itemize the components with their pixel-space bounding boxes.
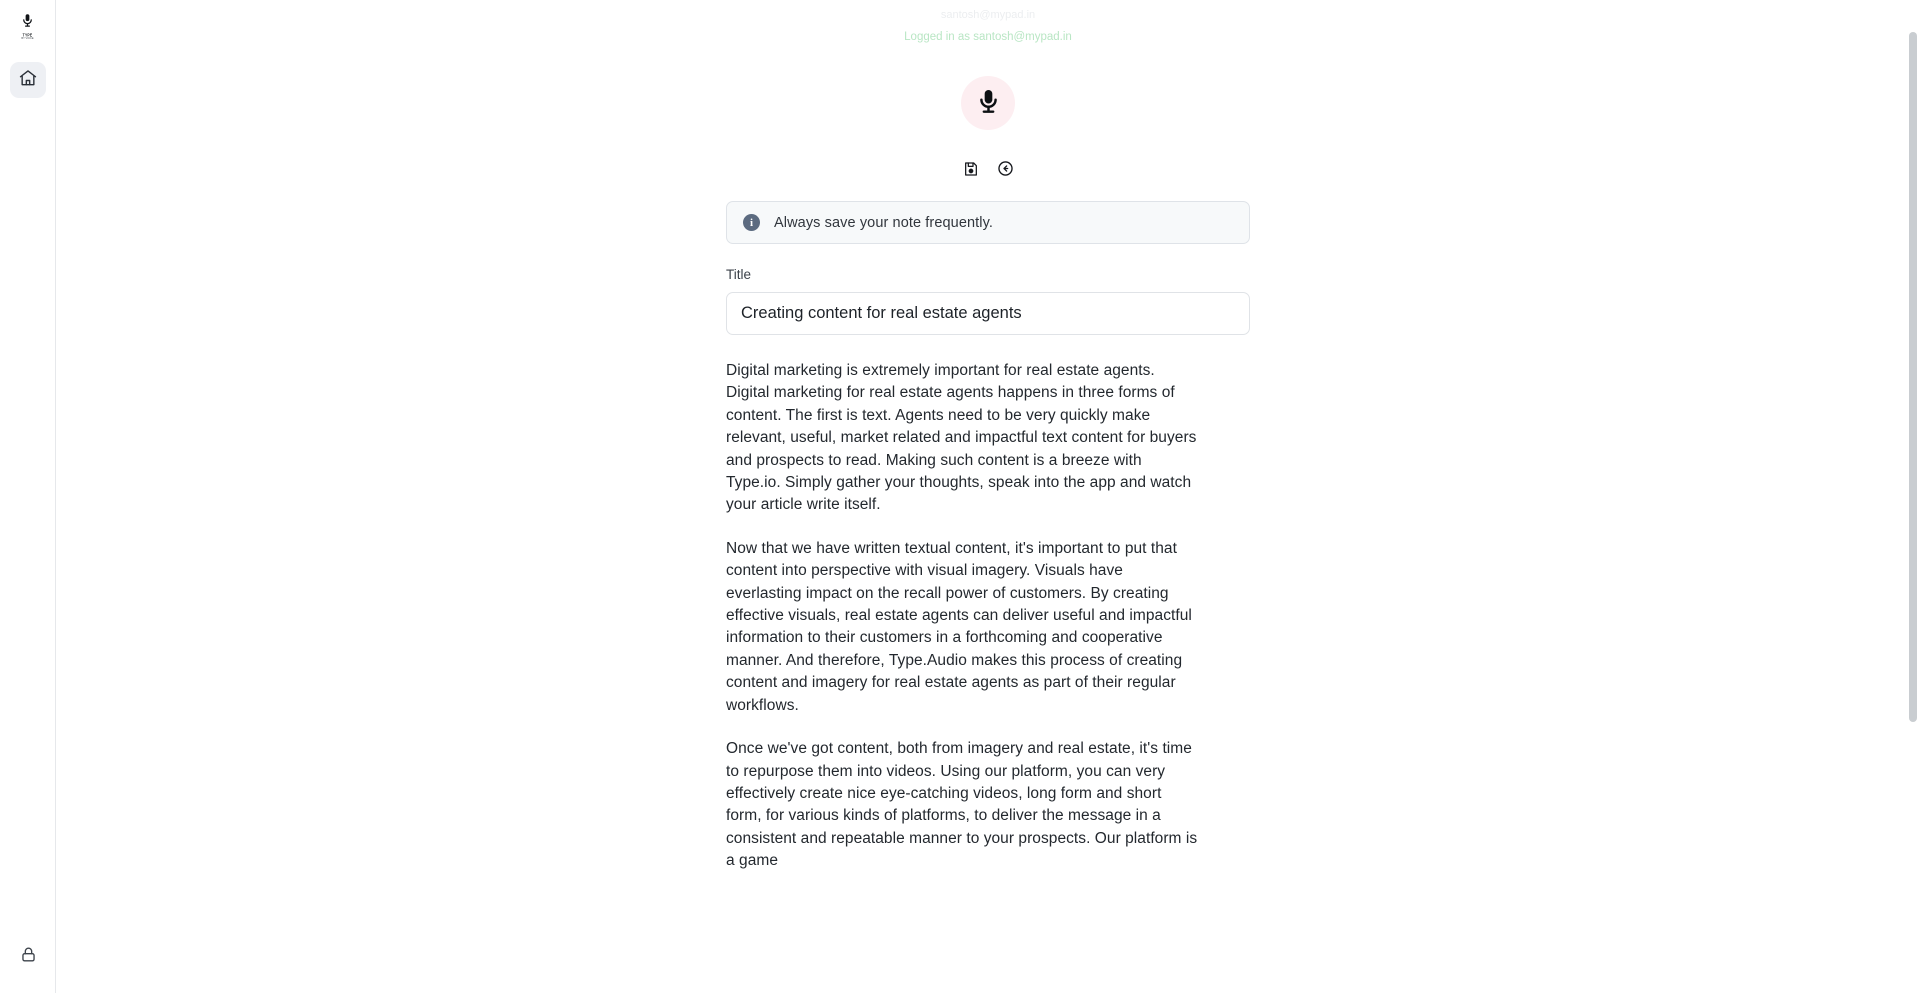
alert-message: Always save your note frequently. [774, 214, 994, 231]
record-mic-button[interactable] [961, 76, 1015, 130]
brand-logo[interactable] [10, 8, 46, 44]
arrow-left-circle-icon [997, 160, 1014, 180]
microphone-icon [20, 13, 35, 32]
note-paragraph: Once we've got content, both from imagery and real estate, it's time to repurpose them into videos. Using our platform, you can very effectively create nice eye-catching videos, long form and short form, for various kinds of platforms, to deliver the message in a consistent and repeatable manner to your prospects. Our platform is a game [726, 740, 1198, 870]
home-icon [18, 68, 38, 93]
save-button[interactable] [961, 160, 981, 180]
recorder-area [726, 76, 1250, 130]
title-label: Title [726, 267, 752, 282]
page-scrollbar[interactable] [1909, 0, 1917, 993]
logged-in-status: Logged in as santosh@mypad.in [904, 31, 1072, 43]
lock-icon [19, 945, 38, 969]
title-input[interactable] [726, 292, 1250, 335]
account-email: santosh@mypad.in [940, 9, 1036, 21]
save-icon [963, 161, 979, 180]
microphone-icon [975, 88, 1002, 118]
sidebar-bottom [0, 939, 56, 975]
content-column [726, 0, 1250, 873]
note-paragraph: Digital marketing is extremely important for real estate agents. Digital marketing for real estate agents happens in three forms of content. The first is text. Agents need to be very quickly make relevant, useful, market related and impactful text content for buyers and prospects to read. Making such content is a breeze with Type.io. Simply gather your thoughts, speak into the app and watch your article write itself. [726, 362, 1197, 514]
note-body[interactable] [726, 360, 1200, 873]
note-actions [726, 160, 1250, 180]
sidebar [0, 0, 56, 993]
note-paragraph: Now that we have written textual content, it's important to put that content into perspective with visual imagery. Visuals have everlasting impact on the recall power of customers. By creating effective visuals, real estate agents can deliver useful and impactful information to their customers in a forthcoming and cooperative manner. And therefore, Type.Audio makes this process of creating content and imagery for real estate agents as part of their regular workflows. [726, 539, 1192, 714]
brand-wordmark: TYPE [22, 32, 33, 37]
sidebar-item-home[interactable] [10, 62, 46, 98]
sidebar-item-lock[interactable] [10, 939, 46, 975]
brand-sub: BY VOICE [21, 36, 34, 40]
save-reminder-alert [726, 201, 1250, 244]
info-icon: i [743, 214, 760, 231]
back-button[interactable] [995, 160, 1015, 180]
main-content [56, 0, 1920, 993]
page-scrollbar-thumb[interactable] [1909, 32, 1917, 722]
